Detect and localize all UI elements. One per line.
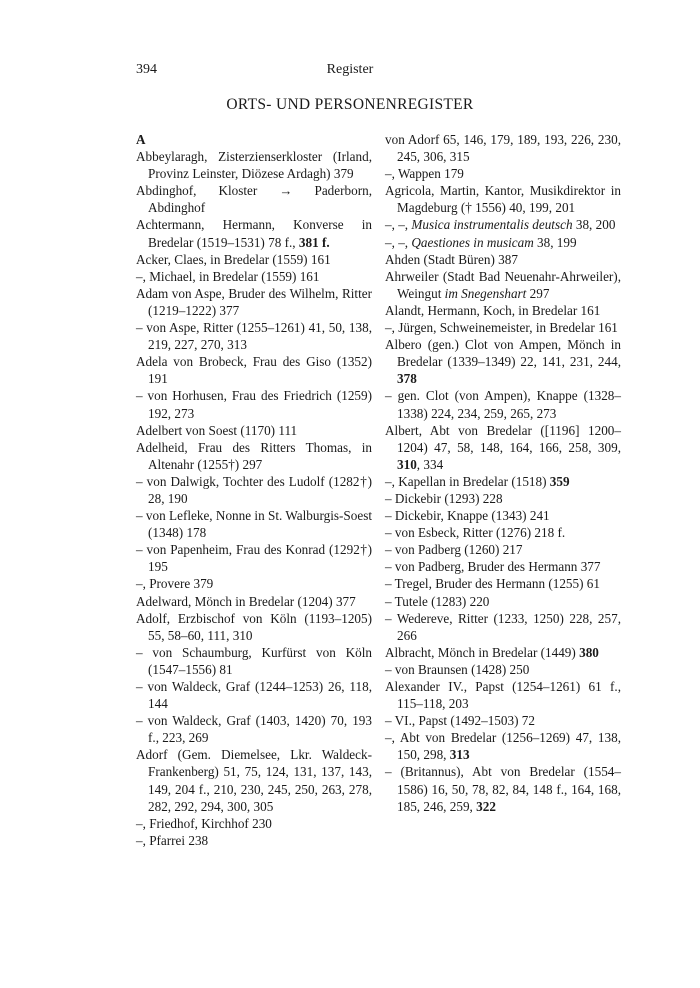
index-entry: – Wedereve, Ritter (1233, 1250) 228, 257, 266 bbox=[385, 610, 621, 643]
index-letter: A bbox=[136, 132, 146, 147]
index-entry: –, Michael, in Bredelar (1559) 161 bbox=[136, 268, 320, 284]
index-entry: Adolf, Erzbischof von Köln (1193–1205) 55, 58–60, 111, 310 bbox=[136, 610, 372, 643]
index-entry: – von Schaumburg, Kurfürst von Köln (1547–1556) 81 bbox=[136, 644, 372, 677]
index-entry: Adelbert von Soest (1170) 111 bbox=[136, 422, 298, 438]
page-header bbox=[0, 62, 700, 82]
index-entry: Alexander IV., Papst (1254–1261) 61 f., 115–118, 203 bbox=[385, 679, 621, 712]
index-entry: Ahden (Stadt Büren) 387 bbox=[385, 251, 518, 267]
index-entry: Albero (gen.) Clot von Ampen, Mönch in Bredelar (1339–1349) 22, 141, 231, 244, 378 bbox=[385, 337, 621, 387]
index-entry: Adela von Brobeck, Frau des Giso (1352) 191 bbox=[136, 354, 372, 387]
index-entry: – VI., Papst (1492–1503) 72 bbox=[385, 713, 535, 729]
right-entries bbox=[385, 131, 621, 815]
index-entry: – (Britannus), Abt von Bredelar (1554–1586) 16, 50, 78, 82, 84, 148 f., 164, 168, 185, 246, 259, 322 bbox=[385, 764, 621, 814]
index-entry: Albracht, Mönch in Bredelar (1449) 380 bbox=[385, 644, 599, 660]
index-entry: – von Padberg (1260) 217 bbox=[385, 542, 523, 558]
index-entry: – Tregel, Bruder des Hermann (1255) 61 bbox=[385, 576, 600, 592]
index-entry: – von Waldeck, Graf (1244–1253) 26, 118, 144 bbox=[136, 679, 372, 712]
index-entry: – Dickebir, Knappe (1343) 241 bbox=[385, 508, 550, 524]
index-entry: – von Horhusen, Frau des Friedrich (1259) 192, 273 bbox=[136, 388, 372, 421]
index-entry: von Adorf 65, 146, 179, 189, 193, 226, 230, 245, 306, 315 bbox=[385, 132, 621, 165]
index-entry: Adelheid, Frau des Ritters Thomas, in Altenahr (1255†) 297 bbox=[136, 439, 372, 472]
index-entry: –, Kapellan in Bredelar (1518) 359 bbox=[385, 473, 570, 489]
index-entry: – von Waldeck, Graf (1403, 1420) 70, 193 f., 223, 269 bbox=[136, 713, 372, 746]
index-entry: Abdinghof, Kloster → Paderborn, Abdinghof bbox=[136, 183, 372, 216]
index-entry: – von Lefleke, Nonne in St. Walburgis-Soest (1348) 178 bbox=[136, 508, 372, 541]
index-entry: Achtermann, Hermann, Konverse in Bredelar (1519–1531) 78 f., 381 f. bbox=[136, 217, 372, 250]
index-entry: – von Padberg, Bruder des Hermann 377 bbox=[385, 559, 601, 575]
index-entry: – von Aspe, Ritter (1255–1261) 41, 50, 138, 219, 227, 270, 313 bbox=[136, 320, 372, 353]
running-title: Register bbox=[326, 62, 374, 77]
index-entry: –, –, Musica instrumentalis deutsch 38, 200 bbox=[385, 217, 616, 233]
right-column bbox=[385, 131, 621, 815]
index-entry: Agricola, Martin, Kantor, Musikdirektor in Magdeburg († 1556) 40, 199, 201 bbox=[385, 183, 621, 216]
index-entry: – gen. Clot (von Ampen), Knappe (1328–1338) 224, 234, 259, 265, 273 bbox=[385, 388, 621, 421]
index-entry: –, Pfarrei 238 bbox=[136, 832, 209, 848]
index-entry: – Tutele (1283) 220 bbox=[385, 593, 490, 609]
left-entries bbox=[136, 148, 372, 849]
index-entry: –, Abt von Bredelar (1256–1269) 47, 138, 150, 298, 313 bbox=[385, 730, 621, 763]
page-number: 394 bbox=[136, 62, 157, 77]
index-entry: – von Dalwigk, Tochter des Ludolf (1282†) 28, 190 bbox=[136, 473, 372, 506]
index-entry: –, –, Qaestiones in musicam 38, 199 bbox=[385, 234, 577, 250]
index-entry: Adam von Aspe, Bruder des Wilhelm, Ritter (1219–1222) 377 bbox=[136, 285, 372, 318]
left-column bbox=[136, 131, 372, 849]
index-entry: Ahrweiler (Stadt Bad Neuenahr-Ahrweiler), Weingut im Snegenshart 297 bbox=[385, 268, 621, 301]
index-entry: –, Friedhof, Kirchhof 230 bbox=[136, 815, 272, 831]
index-entry: –, Wappen 179 bbox=[385, 166, 464, 182]
index-entry: – von Braunsen (1428) 250 bbox=[385, 661, 530, 677]
index-entry: –, Provere 379 bbox=[136, 576, 214, 592]
index-entry: Alandt, Hermann, Koch, in Bredelar 161 bbox=[385, 302, 601, 318]
index-entry: Adelward, Mönch in Bredelar (1204) 377 bbox=[136, 593, 356, 609]
index-entry: Albert, Abt von Bredelar ([1196] 1200–1204) 47, 58, 148, 164, 166, 258, 309, 310, 334 bbox=[385, 422, 621, 472]
index-entry: – von Esbeck, Ritter (1276) 218 f. bbox=[385, 525, 566, 541]
index-entry: Acker, Claes, in Bredelar (1559) 161 bbox=[136, 251, 331, 267]
index-entry: Adorf (Gem. Diemelsee, Lkr. Waldeck-Frankenberg) 51, 75, 124, 131, 137, 143, 149, 204 f., 210, 230, 245, 250, 263, 278, 282, 292, 294, 300, 305 bbox=[136, 747, 372, 814]
index-entry: – Dickebir (1293) 228 bbox=[385, 490, 503, 506]
index-entry: – von Papenheim, Frau des Konrad (1292†) 195 bbox=[136, 542, 372, 575]
index-entry: –, Jürgen, Schweinemeister, in Bredelar 161 bbox=[385, 320, 618, 336]
section-title: ORTS- UND PERSONENREGISTER bbox=[226, 96, 474, 113]
index-entry: Abbeylaragh, Zisterzienserkloster (Irland, Provinz Leinster, Diözese Ardagh) 379 bbox=[136, 149, 372, 182]
